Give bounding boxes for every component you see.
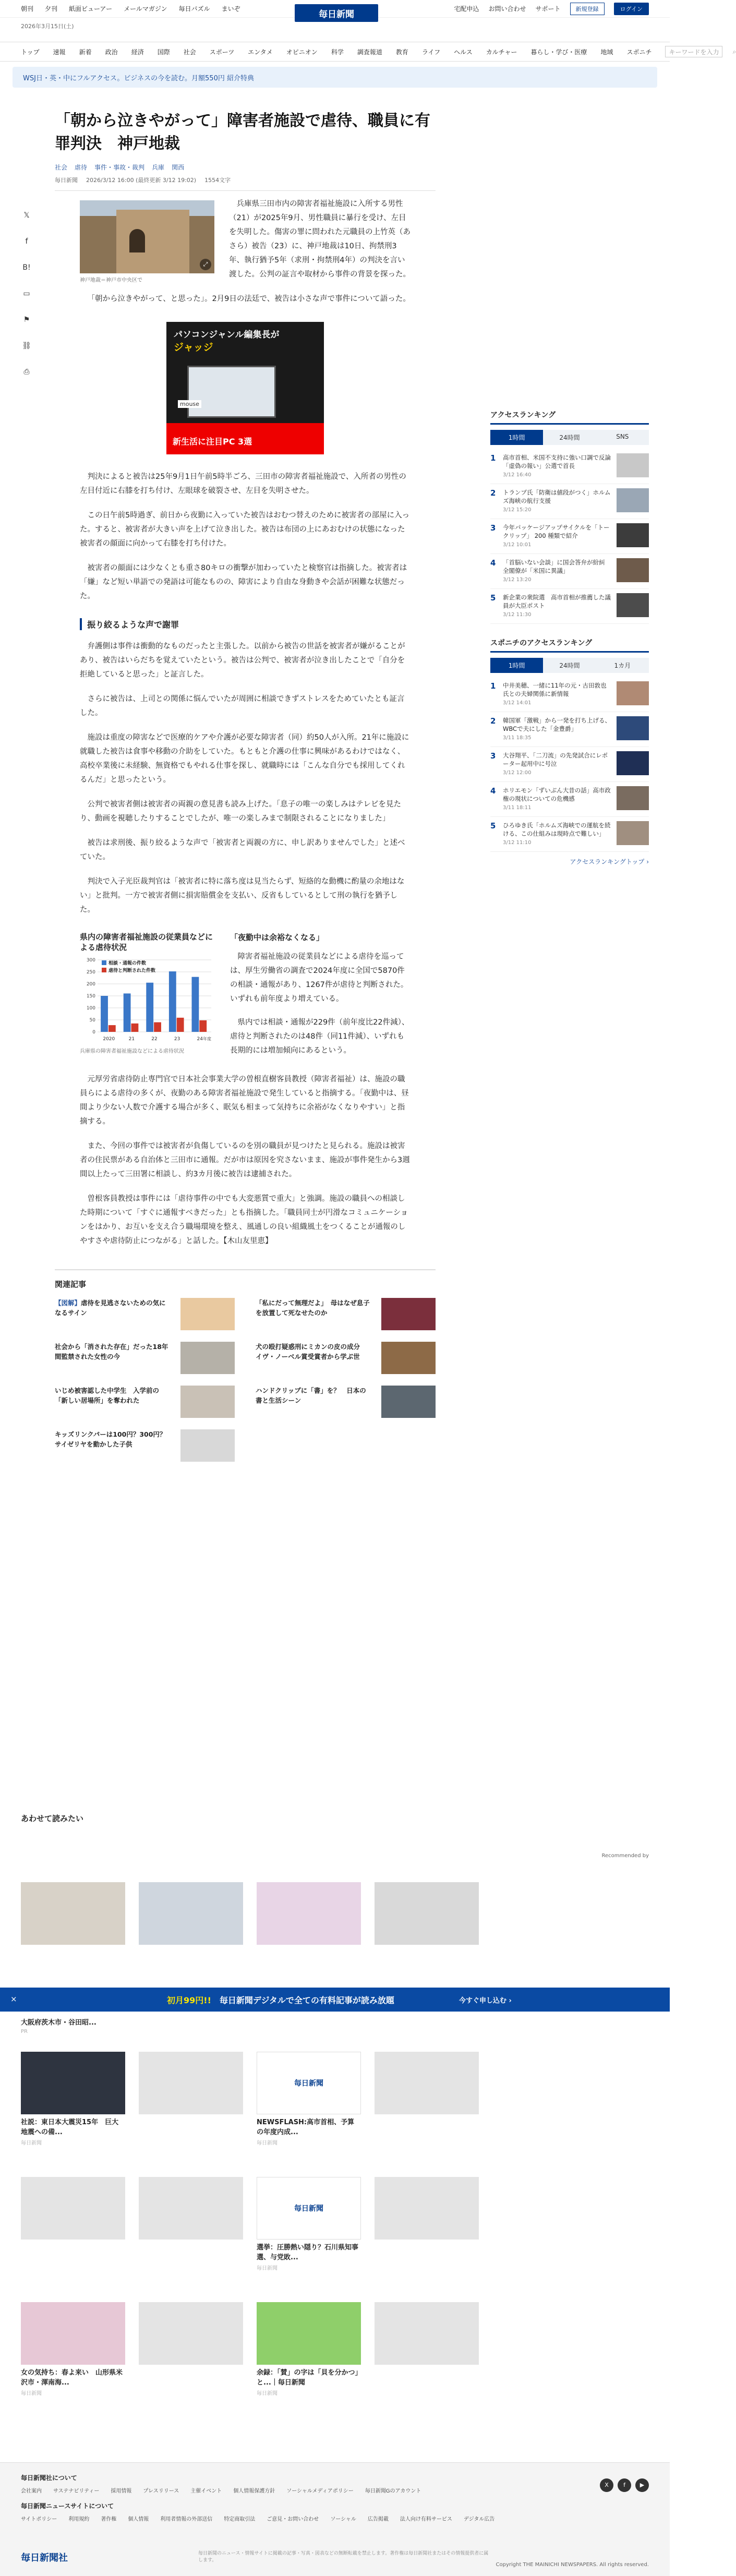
bookmark-icon[interactable]: ⚑ — [23, 316, 30, 324]
rank-number: 5 — [490, 593, 496, 603]
paragraph: 弁護側は事件は衝動的なものだったと主張した。以前から被告の世話を被害者が嫌がることがあり、被告はいらだちを覚えていたという。被告は公判で、被害者が泣き出したことで「自分を拒絶していると思った」と証言した。 — [80, 642, 405, 679]
tab-1hour[interactable]: 1時間 — [490, 430, 543, 445]
sidebar — [490, 410, 649, 871]
rank-date: 3/12 13:20 — [503, 577, 532, 583]
graph-section — [80, 932, 411, 1058]
sticky-message — [167, 1994, 394, 2006]
ranking-item[interactable] — [490, 589, 649, 624]
tag-link[interactable]: 兵庫 — [152, 164, 165, 171]
rank-date: 3/12 12:00 — [503, 770, 532, 776]
ranking-tabs — [490, 430, 649, 445]
related-item[interactable] — [55, 1429, 235, 1462]
paragraph: 判決で入子光臣裁判官は「被害者に特に落ち度は見当たらず、短絡的な動機に酌量の余地はない」と批判。一方で被害者側に損害賠償金を支払い、反省もしているとして刑の執行を猶予した。 — [80, 877, 405, 914]
related-thumbnail — [180, 1342, 235, 1374]
ranking-more-link[interactable]: アクセスランキングトップ › — [570, 858, 649, 865]
recommend-card[interactable] — [21, 2302, 125, 2397]
search-input[interactable]: キーワードを入力 — [669, 48, 719, 56]
rank-text: ホリエモン「ずいぶん大昔の話」高市政権の現状についての危機感 — [503, 787, 611, 802]
footer-link[interactable]: サステナビリティー — [53, 2488, 100, 2494]
legend-label: 虐待と判断された件数 — [108, 968, 156, 973]
footer-heading: 毎日新聞ニュースサイトについて — [21, 2502, 114, 2510]
footer-link[interactable]: 主催イベント — [190, 2488, 222, 2494]
tab-24hours[interactable]: 24時間 — [543, 430, 596, 445]
rank-thumbnail — [617, 558, 649, 582]
paragraph: また、今回の事件では被害者が負傷しているのを別の職員が見つけたと見られる。施設は被害者の住民票がある自治体と三田市に通報。だが市は原因を究さないまま、施設が事件発生から3週間以上たって三田署に相談し、約3カ月後に被告は逮捕された。 — [80, 1142, 410, 1178]
read-also-section — [21, 1813, 649, 1859]
footer-link[interactable]: ソーシャル — [330, 2517, 356, 2522]
subheading: 「夜勤中は余裕なくなる」 — [230, 933, 324, 942]
recommended-by: Recommended by — [601, 1853, 649, 1859]
mainichi-logo-card: 毎日新聞 — [257, 2052, 361, 2114]
bar — [169, 971, 176, 1032]
related-text: キッズリンクパーは100円？300円？ サイゼリヤを動かした子供 — [55, 1430, 173, 1448]
top-link-newsletter[interactable]: メールマガジン — [124, 5, 167, 13]
rank-date: 3/12 14:01 — [503, 700, 532, 706]
footer-link[interactable]: 毎日新聞Gのアカウント — [365, 2488, 421, 2494]
card-source: 毎日新聞 — [257, 2266, 277, 2271]
rank-number: 3 — [490, 523, 496, 533]
footer-link[interactable]: 会社案内 — [21, 2488, 42, 2494]
recommend-card[interactable] — [375, 1882, 479, 1945]
nav-item-opinion[interactable]: オピニオン — [286, 48, 318, 56]
x-tick-label: 22 — [151, 1037, 158, 1042]
lead-paragraph: 兵庫県三田市内の障害者福祉施設に入所する男性（21）が2025年9月、男性職員に暴行を受け、左目を失明した。傷害の罪に問われた元職員の上竹英（あさら）被告（23）に、神戸地裁は10日、拘禁刑3年、執行猶予5年（求刑・拘禁刑4年）の判決を言い渡した。公判の証言や取材から事件の背景を探った。 — [229, 200, 411, 279]
rank-text: トランプ氏「防衛は値段がつく」ホルムズ海峡の航行支援 — [503, 489, 611, 504]
nav-item-world[interactable]: 国際 — [157, 48, 170, 56]
bar — [124, 993, 131, 1032]
card-title: 社説：東日本大震災15年 巨大地震への備... — [21, 2118, 119, 2136]
related-thumbnail — [381, 1386, 436, 1418]
rank-thumbnail — [617, 751, 649, 775]
footer-link[interactable]: 個人情報 — [128, 2517, 149, 2522]
rank-thumbnail — [617, 716, 649, 740]
card-title: NEWSFLASH:高市首相、予算の年度内成... — [257, 2118, 355, 2136]
recommend-row — [21, 2302, 479, 2397]
footer-link[interactable]: 利用者情報の外部送信 — [160, 2517, 213, 2522]
y-tick-label: 150 — [86, 994, 95, 999]
print-icon[interactable]: ⎙ — [23, 368, 30, 376]
link-delivery[interactable]: 宅配申込 — [454, 5, 479, 13]
recommend-card[interactable] — [375, 2052, 479, 2146]
recommend-card[interactable] — [257, 2052, 361, 2146]
nav-item-living[interactable]: 暮らし・学び・医療 — [530, 48, 587, 56]
nav-item-economy[interactable]: 経済 — [131, 48, 144, 56]
footer-link[interactable]: 利用規約 — [68, 2517, 90, 2522]
card-title: 女の気持ち：春よ来い 山形県米沢市・渾南海... — [21, 2369, 123, 2387]
close-icon[interactable]: × — [10, 1994, 17, 2004]
main-nav — [0, 42, 736, 62]
link-contact[interactable]: お問い合わせ — [488, 5, 526, 13]
footer-links — [21, 2514, 649, 2522]
recommend-row — [21, 1882, 479, 1945]
paragraph: さらに被告は、上司との関係に悩んでいたが周囲に相談できずストレスをためていたとも証言した。 — [80, 695, 405, 717]
paragraph: 障害者福祉施設の従業員などによる虐待を巡っては、厚生労働省の調査で2024年度に全国で5870件の相談・通報があり、1267件が虐待と判断された。いずれも前年度より増えている。 — [230, 953, 408, 1003]
top-link-evening[interactable]: 夕刊 — [45, 5, 58, 13]
tab-sns[interactable]: SNS — [596, 430, 649, 445]
paragraph: 施設は重度の障害などで医療的ケアや介護が必要な障害者（同）約50人が入所。21年に施設に就職した被告は食事や移動の介助をしていた。もともと介護の仕事に興味があるわけではなく、高校卒業後に未経験、無資格でもやれる仕事を探し、就職時には「こんな自分でも採用してくれるんだ」と思ったという。 — [80, 733, 409, 784]
recommend-card[interactable] — [375, 2177, 479, 2271]
rank-text: 中井美穂、一緒に11年の元・古田敦也氏との夫婦関係に新情報 — [503, 682, 607, 697]
top-link-maizo[interactable]: まいぞ — [221, 5, 240, 13]
paragraph: 元厚労省虐待防止専門官で日本社会事業大学の曽根直樹客員教授（障害者福祉）は、施設の職員らによる虐待の多くが、夜勤のある障害者福祉施設で発生していると指摘する。「夜勤中は、昼間より少ない人数で介護する場合が多く、眠気も相まって気持ちに余裕がなくなりやすい」と指摘する。 — [80, 1075, 409, 1126]
ranking-item[interactable] — [490, 554, 649, 589]
card-source: PR — [21, 2029, 28, 2035]
tag-link[interactable]: 関西 — [172, 164, 185, 171]
footer-link[interactable]: 個人情報保護方針 — [233, 2488, 275, 2494]
ad-headline: パソコンジャンル編集長が — [174, 330, 280, 340]
nav-item-politics[interactable]: 政治 — [105, 48, 118, 56]
rank-text: ひろゆき氏「ホルムズ海峡での運航を続ける、この仕組みは現時点で難しい」 — [503, 822, 611, 837]
related-item[interactable] — [256, 1386, 436, 1418]
share-rail — [21, 211, 33, 394]
rank-thumbnail — [617, 681, 649, 705]
related-text: 虐待を見逃さないための気になるサイン — [55, 1299, 166, 1317]
bar — [192, 977, 199, 1032]
x-tick-label: 24 — [197, 1037, 203, 1042]
footer-link[interactable]: ソーシャルメディアポリシー — [286, 2488, 354, 2494]
related-item[interactable] — [256, 1342, 436, 1374]
advertisement[interactable] — [166, 322, 324, 454]
footer-links — [21, 2486, 649, 2494]
laptop-image — [187, 366, 276, 418]
bar — [101, 996, 108, 1032]
y-tick-label: 250 — [86, 970, 95, 975]
ranking-item[interactable] — [490, 712, 649, 747]
ranking-item[interactable] — [490, 747, 649, 782]
divider — [55, 190, 436, 191]
rank-date: 3/12 11:10 — [503, 840, 532, 846]
ad-brand: mouse — [178, 400, 201, 408]
footer-link[interactable]: ご意見・お問い合わせ — [267, 2517, 319, 2522]
related-title: 関連記事 — [55, 1280, 87, 1289]
rank-number: 2 — [490, 488, 496, 498]
top-right-links — [445, 3, 649, 15]
sticky-text: 毎日新聞デジタルで全ての有料記事が読み放題 — [219, 1995, 394, 2005]
tab-24hours[interactable]: 24時間 — [543, 658, 596, 673]
recommend-card[interactable] — [375, 2302, 479, 2397]
subheading: 振り絞るような声で謝罪 — [80, 618, 411, 630]
recommend-row — [21, 2177, 479, 2271]
top-link-puzzle[interactable]: 毎日パズル — [178, 5, 210, 13]
recommend-card[interactable] — [257, 1882, 361, 1945]
ranking-item[interactable] — [490, 519, 649, 554]
footer-link[interactable]: 著作権 — [101, 2517, 117, 2522]
facebook-icon[interactable]: f — [618, 2478, 631, 2492]
related-thumbnail — [180, 1298, 235, 1330]
login-button[interactable]: ログイン — [614, 3, 649, 15]
rank-text: 高市首相、米国不支持に強い口調で反論 「虚偽の報い」公選で首長 — [503, 454, 617, 470]
nav-item-society[interactable]: 社会 — [183, 48, 196, 56]
recommend-card[interactable] — [21, 2015, 125, 2035]
card-title: 選挙：圧勝熱い隠り？石川県知事選、与党敗... — [257, 2244, 359, 2261]
search-icon[interactable]: ⌕ — [732, 47, 736, 55]
related-item[interactable] — [55, 1298, 235, 1330]
nav-item-sports[interactable]: スポーツ — [209, 48, 235, 56]
photo-image[interactable] — [80, 200, 214, 273]
article-photo[interactable] — [80, 200, 214, 283]
top-link-viewer[interactable]: 紙面ビューアー — [69, 5, 113, 13]
register-button[interactable]: 新規登録 — [570, 3, 605, 15]
recommend-row — [21, 2052, 479, 2146]
nav-item-life[interactable]: ライフ — [421, 48, 441, 56]
chart-caption: 兵庫県の障害者福祉施設などによる虐待状況 — [80, 1049, 184, 1054]
recommend-card[interactable] — [139, 2302, 243, 2397]
rank-text: 韓国軍「激戦」から一発を打ち上げる、WBCで夫にした「金豊爵」 — [503, 717, 611, 732]
paragraph: 曽根客員教授は事件には「虐待事件の中でも大変悪質で重大」と強調。施設の職員への相談した時期について「すぐに通報すべきだった」とも指摘した。「職員同士が円滑なコミュニケーションをはかり、お互いを支え合う職場環境を整え、風通しの良い組織風土をつくることが通報のしやすさや虐待防止につながる」と話した。【木山友里恵】 — [80, 1195, 408, 1245]
top-link-morning[interactable]: 朝刊 — [21, 5, 34, 13]
line-share-icon[interactable]: ▭ — [23, 290, 30, 298]
recommend-card[interactable] — [21, 2052, 125, 2146]
search-box[interactable] — [665, 46, 736, 57]
footer-link[interactable]: 法人向け有料サービス — [400, 2517, 452, 2522]
rank-date: 3/12 11:30 — [503, 612, 532, 618]
site-logo[interactable]: 毎日新聞 — [295, 4, 378, 22]
ranking-item[interactable] — [490, 677, 649, 712]
paragraph: 判決によると被告は25年9月1日午前5時半ごろ、三田市の障害者福祉施設で、入所者の男性の左目付近に右膝を打ち付け、左眼球を破裂させ、左目を失明させた。 — [80, 473, 406, 495]
mainichi-logo-card: 毎日新聞 — [257, 2177, 361, 2240]
related-thumbnail — [180, 1386, 235, 1418]
footer-heading: 毎日新聞社について — [21, 2474, 77, 2482]
paragraph: 被告は求刑後、振り絞るような声で「被害者と両親の方に、申し訳ありませんでした」と述べていた。 — [80, 839, 405, 861]
tab-1month[interactable]: 1カ月 — [596, 658, 649, 673]
card-source: 毎日新聞 — [21, 2140, 42, 2146]
card-source: 毎日新聞 — [21, 2391, 42, 2397]
article-length: 1554文字 — [204, 177, 231, 184]
tag-link[interactable]: 社会 — [55, 164, 68, 171]
related-text: ハンドクリップに「書」を？ 日本の書と生活シーン — [256, 1387, 366, 1404]
related-item[interactable] — [55, 1386, 235, 1418]
rank-thumbnail — [617, 593, 649, 617]
recommend-card[interactable] — [139, 2052, 243, 2146]
footer-link[interactable]: 特定商取引法 — [224, 2517, 256, 2522]
related-articles — [55, 1269, 436, 1462]
x-tick-label: 21 — [128, 1037, 135, 1042]
rank-number: 2 — [490, 716, 496, 726]
paragraph: 公判で被害者側は被害者の両親の意見書も読み上げた。「息子の唯一の楽しみはテレビを見たり、動画を視聴したりすることでしたが、唯一の楽しみまで制限されることになりました」 — [80, 800, 401, 823]
rank-number: 1 — [490, 453, 496, 463]
y-tick-label: 50 — [89, 1018, 95, 1023]
footer-link[interactable]: 採用情報 — [111, 2488, 132, 2494]
x-tick-label: 2020 — [103, 1037, 115, 1042]
legend-swatch — [102, 960, 106, 965]
rank-thumbnail — [617, 453, 649, 477]
bar — [131, 1024, 139, 1032]
related-tag: 【図解】 — [55, 1299, 81, 1307]
bar — [177, 1018, 184, 1032]
bar — [108, 1025, 116, 1032]
card-source: 毎日新聞 — [257, 2391, 277, 2397]
article — [55, 110, 436, 1462]
ranking-item[interactable] — [490, 782, 649, 817]
nav-item-entertainment[interactable]: エンタメ — [248, 48, 273, 56]
link-copy-icon[interactable]: ⛓ — [22, 342, 31, 350]
x-tick-label: 23 — [174, 1037, 180, 1042]
rank-text: 「首脳いない会談」に国会答弁が紛糾 全閣僚が「米国に異議」 — [503, 559, 611, 574]
ranking-item[interactable] — [490, 817, 649, 852]
y-tick-label: 200 — [86, 982, 95, 987]
abuse-chart[interactable] — [80, 932, 215, 1054]
y-tick-label: 300 — [86, 958, 95, 963]
social-links — [596, 2478, 649, 2492]
recommend-card[interactable] — [257, 2177, 361, 2271]
rank-date: 3/12 15:20 — [503, 507, 532, 513]
photo-caption: 神戸地裁＝神戸市中央区で — [80, 278, 142, 283]
card-source: 毎日新聞 — [257, 2140, 277, 2146]
article-source: 毎日新聞 — [55, 177, 78, 184]
footer-note: 毎日新聞のニュース・情報サイトに掲載の記事・写真・図表などの無断転載を禁止します。著作権は毎日新聞社またはその情報提供者に属します。 — [198, 2551, 489, 2563]
rank-date: 3/11 18:35 — [503, 735, 532, 741]
facebook-share-icon[interactable]: f — [25, 237, 28, 246]
nav-item-culture[interactable]: カルチャー — [486, 48, 517, 56]
ranking-item[interactable] — [490, 484, 649, 519]
link-support[interactable]: サポート — [535, 5, 561, 13]
sponichi-ranking-title: スポニチのアクセスランキング — [490, 637, 649, 653]
rank-number: 4 — [490, 558, 496, 568]
x-unit-label: 年度 — [203, 1037, 211, 1041]
top-links — [21, 4, 252, 13]
subscribe-cta[interactable]: 今すぐ申し込む › — [459, 1997, 512, 2005]
footer-link[interactable]: プレスリリース — [143, 2488, 179, 2494]
legend-label: 相談・通報の件数 — [108, 961, 147, 966]
x-icon[interactable]: X — [600, 2478, 613, 2492]
recommend-card[interactable] — [21, 1882, 125, 1945]
nav-item-new[interactable]: 新着 — [79, 48, 92, 56]
recommend-card[interactable] — [139, 2177, 243, 2271]
rank-number: 5 — [490, 821, 496, 830]
related-text: 犬の殴打疑惑刑にミカンの皮の成分 イヴ・ノーベル賞受賞者から学ぶ世 — [256, 1343, 367, 1361]
nav-item-health[interactable]: ヘルス — [454, 48, 473, 56]
bar — [199, 1020, 207, 1032]
recommend-card[interactable] — [257, 2302, 361, 2397]
footer-link[interactable]: サイトポリシー — [21, 2517, 57, 2522]
nav-item-region[interactable]: 地域 — [600, 48, 613, 56]
sticky-lead: 初月99円!! — [167, 1995, 211, 2005]
bar — [154, 1022, 161, 1032]
y-tick-label: 0 — [92, 1030, 95, 1035]
y-tick-label: 100 — [86, 1006, 95, 1011]
footer-link[interactable]: デジタル広告 — [463, 2517, 495, 2522]
bar — [146, 983, 153, 1032]
rank-thumbnail — [617, 523, 649, 547]
related-text: 「私にだって無理だよ」 母はなぜ息子を放置して死なせたのか — [256, 1299, 370, 1317]
chart-title: 県内の障害者福祉施設の従業員などによる虐待状況 — [80, 932, 213, 952]
tag-link[interactable]: 虐待 — [75, 164, 88, 171]
footer-link[interactable]: 広告掲載 — [367, 2517, 389, 2522]
rank-date: 3/12 10:01 — [503, 542, 532, 548]
paragraph: 県内では相談・通報が229件（前年度比22件減）、虐待と判断されたのは48件（同11件減）、いずれも長期的には増加傾向にあるという。 — [230, 1018, 409, 1055]
rank-date: 3/11 18:11 — [503, 805, 532, 811]
footer-logo[interactable]: 毎日新聞社 — [21, 2553, 68, 2563]
article-meta — [55, 176, 436, 184]
rank-date: 3/12 16:40 — [503, 472, 532, 478]
nav-item-science[interactable]: 科学 — [331, 48, 344, 56]
footer — [0, 2462, 670, 2576]
paragraph: 「朝から泣きやがって、と思った」。2月9日の法廷で、被告は小さな声で事件について語った。 — [87, 295, 411, 303]
promo-banner[interactable] — [13, 67, 657, 88]
article-date: 2026/3/12 16:00 (最終更新 3/12 19:02) — [86, 177, 197, 184]
rank-number: 1 — [490, 681, 496, 691]
ranking-title: アクセスランキング — [490, 410, 649, 425]
chart-svg — [80, 956, 215, 1044]
article-title: 「朝から泣きやがって」障害者施設で虐待、職員に有罪判決 神戸地裁 — [55, 112, 430, 153]
card-title: 大阪府茨木市・谷田昭... — [21, 2019, 96, 2027]
tag-link[interactable]: 事件・事故・裁判 — [94, 164, 145, 171]
copyright: Copyright THE MAINICHI NEWSPAPERS. All rights reserved. — [496, 2562, 649, 2568]
tab-1hour[interactable]: 1時間 — [490, 658, 543, 673]
paragraph: この日午前5時過ぎ、前日から夜勤に入っていた被告はおむつ替えのために被害者の部屋に入った。すると、被害者が大きい声を上げて泣き出した。被告は布団の上にあおむけの状態になった被害者の顔面に向かって右膝を打ち付けた。 — [80, 511, 410, 548]
ranking-item[interactable] — [490, 449, 649, 484]
rank-thumbnail — [617, 786, 649, 810]
recommend-row — [21, 2015, 649, 2035]
rank-text: 今年パッケージアップサイクルを「トークリップ」 200 種類で紹介 — [503, 524, 610, 539]
recommend-card[interactable] — [21, 2177, 125, 2271]
article-tags — [55, 163, 436, 172]
ad-headline-accent: ジャッジ — [174, 342, 213, 353]
rank-number: 4 — [490, 786, 496, 796]
promo-text: WSJ日・英・中にフルアクセス。ビジネスの今を読む。月額550円 紹介特典 — [23, 74, 254, 82]
related-text: いじめ被害認した中学生 入学前の「新しい居場所」を奪われた — [55, 1387, 160, 1404]
rank-text: 新企業の衆院選 高市首相が推薦した議員が大臣ポスト — [503, 594, 611, 609]
current-date: 2026年3月15日(土) — [21, 23, 74, 30]
rank-thumbnail — [617, 488, 649, 512]
related-item[interactable] — [256, 1298, 436, 1330]
x-share-icon[interactable]: 𝕏 — [23, 211, 30, 220]
related-item[interactable] — [55, 1342, 235, 1374]
ad-cta-text: 新生活に注目PC 3選 — [173, 437, 252, 447]
read-also-title: あわせて読みたい — [21, 1814, 84, 1823]
rank-text: 大谷翔平、「二刀流」の先発試合にレポーター起用中に号泣 — [503, 752, 608, 767]
sponichi-tabs — [490, 658, 649, 673]
youtube-icon[interactable]: ▶ — [635, 2478, 649, 2492]
subscription-sticky-banner[interactable] — [0, 1988, 670, 2012]
paragraph: 被害者の顔面には少なくとも重さ80キロの衝撃が加わっていたと検察官は指摘した。被害者は「嫌」など短い単語での発語は可能なものの、障害により自由な身動きや会話が困難な状態だった。 — [80, 564, 407, 600]
zoom-icon[interactable]: ⤢ — [200, 259, 211, 270]
related-thumbnail — [381, 1298, 436, 1330]
rank-thumbnail — [617, 821, 649, 845]
legend-swatch — [102, 968, 106, 972]
related-thumbnail — [180, 1429, 235, 1462]
nav-item-education[interactable]: 教育 — [395, 48, 408, 56]
hatena-share-icon[interactable]: B! — [22, 263, 31, 272]
nav-item-investigation[interactable]: 調査報道 — [357, 48, 382, 56]
card-title: 余録：「賛」の字は「貝を分かつ」と...｜毎日新聞 — [257, 2369, 359, 2387]
rank-number: 3 — [490, 751, 496, 761]
nav-item-sponichi[interactable]: スポニチ — [626, 48, 652, 56]
related-thumbnail — [381, 1342, 436, 1374]
nav-item-breaking[interactable]: 速報 — [53, 48, 66, 56]
nav-item-top[interactable]: トップ — [21, 48, 40, 56]
recommend-card[interactable] — [139, 1882, 243, 1945]
related-text: 社会から「消された存在」だった18年間監禁された女性の今 — [55, 1343, 168, 1361]
